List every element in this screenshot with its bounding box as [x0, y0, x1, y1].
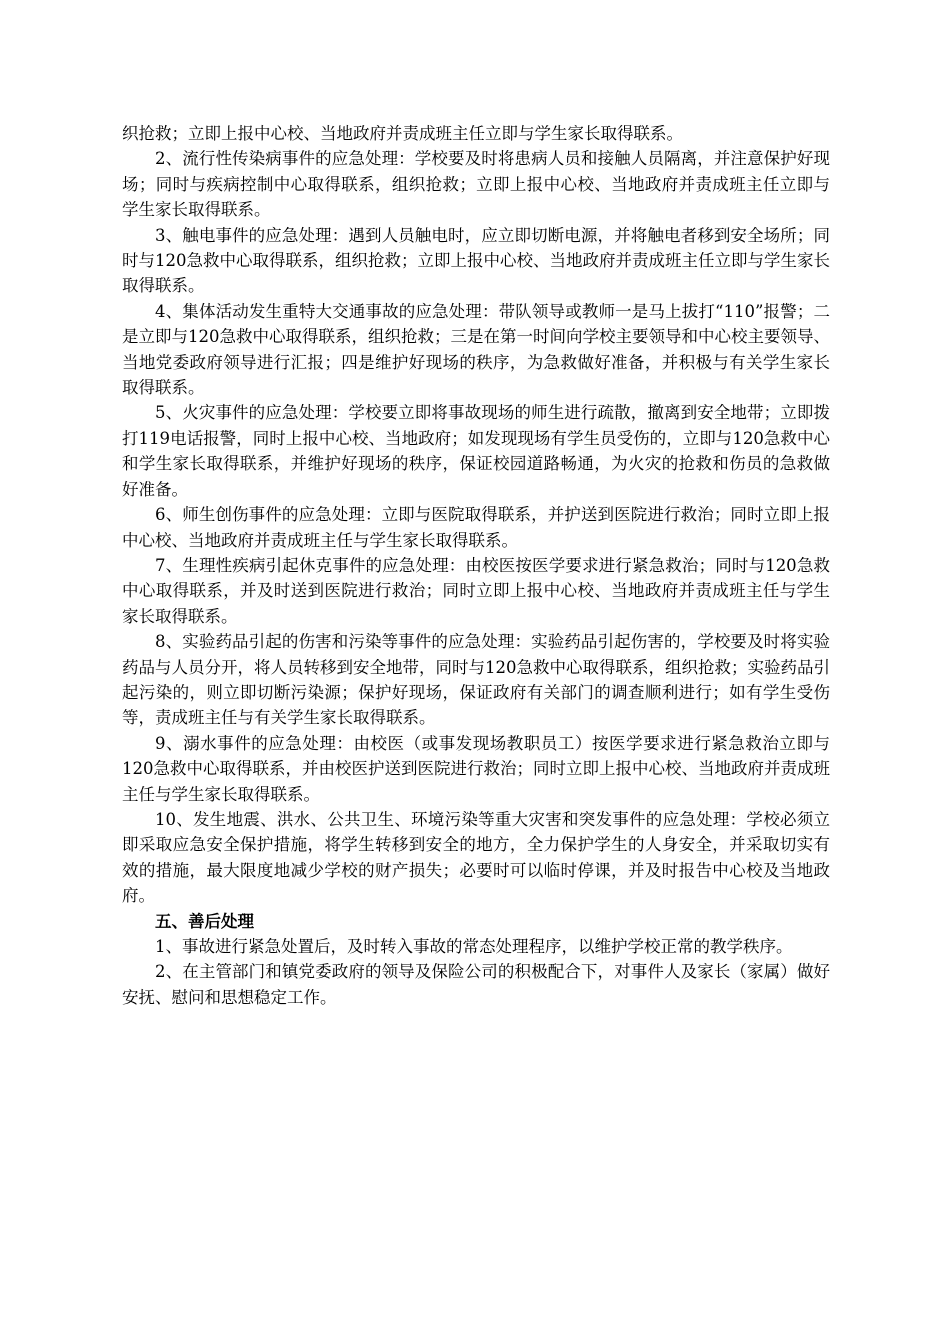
continuation-paragraph: 织抢救；立即上报中心校、当地政府并责成班主任立即与学生家长取得联系。 [122, 124, 683, 143]
item-4-paragraph: 4、集体活动发生重特大交通事故的应急处理：带队领导或教师一是马上拔打“110”报警；二是立即与120急救中心取得联系，组织抢救；三是在第一时间向学校主要领导和中心校主要领导、当地党委政府领导进行汇报；四是维护好现场的秩序，为急救做好准备，并积极与有关学生家长取得联系。 [122, 301, 830, 398]
item-3-paragraph: 3、触电事件的应急处理：遇到人员触电时，应立即切断电源，并将触电者移到安全场所；同时与120急救中心取得联系，组织抢救；立即上报中心校、当地政府并责成班主任立即与学生家长取得联系。 [122, 225, 830, 296]
section-heading-aftermath: 五、善后处理 [155, 911, 254, 931]
item-10-paragraph: 10、发生地震、洪水、公共卫生、环境污染等重大灾害和突发事件的应急处理：学校必须立即采取应急安全保护措施，将学生转移到安全的地方，全力保护学生的人身安全，并采取切实有效的措施，最大限度地减少学校的财产损失；必要时可以临时停课，并及时报告中心校及当地政府。 [122, 809, 830, 906]
item-9-paragraph: 9、溺水事件的应急处理：由校医（或事发现场教职员工）按医学要求进行紧急救治立即与120急救中心取得联系，并由校医护送到医院进行救治；同时立即上报中心校、当地政府并责成班主任与学生家长取得联系。 [122, 733, 830, 804]
item-2-paragraph: 2、流行性传染病事件的应急处理：学校要及时将患病人员和接触人员隔离，并注意保护好现场；同时与疾病控制中心取得联系，组织抢救；立即上报中心校、当地政府并责成班主任立即与学生家长取得联系。 [122, 149, 830, 220]
item-6-paragraph: 6、师生创伤事件的应急处理：立即与医院取得联系，并护送到医院进行救治；同时立即上报中心校、当地政府并责成班主任与学生家长取得联系。 [122, 505, 830, 550]
document-page [122, 121, 830, 1010]
aftermath-item-2-paragraph: 2、在主管部门和镇党委政府的领导及保险公司的积极配合下，对事件人及家长（家属）做好安抚、慰问和思想稳定工作。 [122, 962, 830, 1007]
aftermath-item-1-paragraph: 1、事故进行紧急处置后，及时转入事故的常态处理程序，以维护学校正常的教学秩序。 [155, 937, 793, 956]
item-8-paragraph: 8、实验药品引起的伤害和污染等事件的应急处理：实验药品引起伤害的，学校要及时将实验药品与人员分开，将人员转移到安全地带，同时与120急救中心取得联系，组织抢救；实验药品引起污染的，则立即切断污染源；保护好现场，保证政府有关部门的调查顺利进行；如有学生受伤等，责成班主任与有关学生家长取得联系。 [122, 632, 830, 728]
item-7-paragraph: 7、生理性疾病引起休克事件的应急处理：由校医按医学要求进行紧急救治；同时与120急救中心取得联系，并及时送到医院进行救治；同时立即上报中心校、当地政府并责成班主任与学生家长取得联系。 [122, 555, 830, 626]
item-5-paragraph: 5、火灾事件的应急处理：学校要立即将事故现场的师生进行疏散，撤离到安全地带；立即拨打119电话报警，同时上报中心校、当地政府；如发现现场有学生员受伤的，立即与120急救中心和学生家长取得联系，并维护好现场的秩序，保证校园道路畅通，为火灾的抢救和伤员的急救做好准备。 [122, 403, 830, 499]
